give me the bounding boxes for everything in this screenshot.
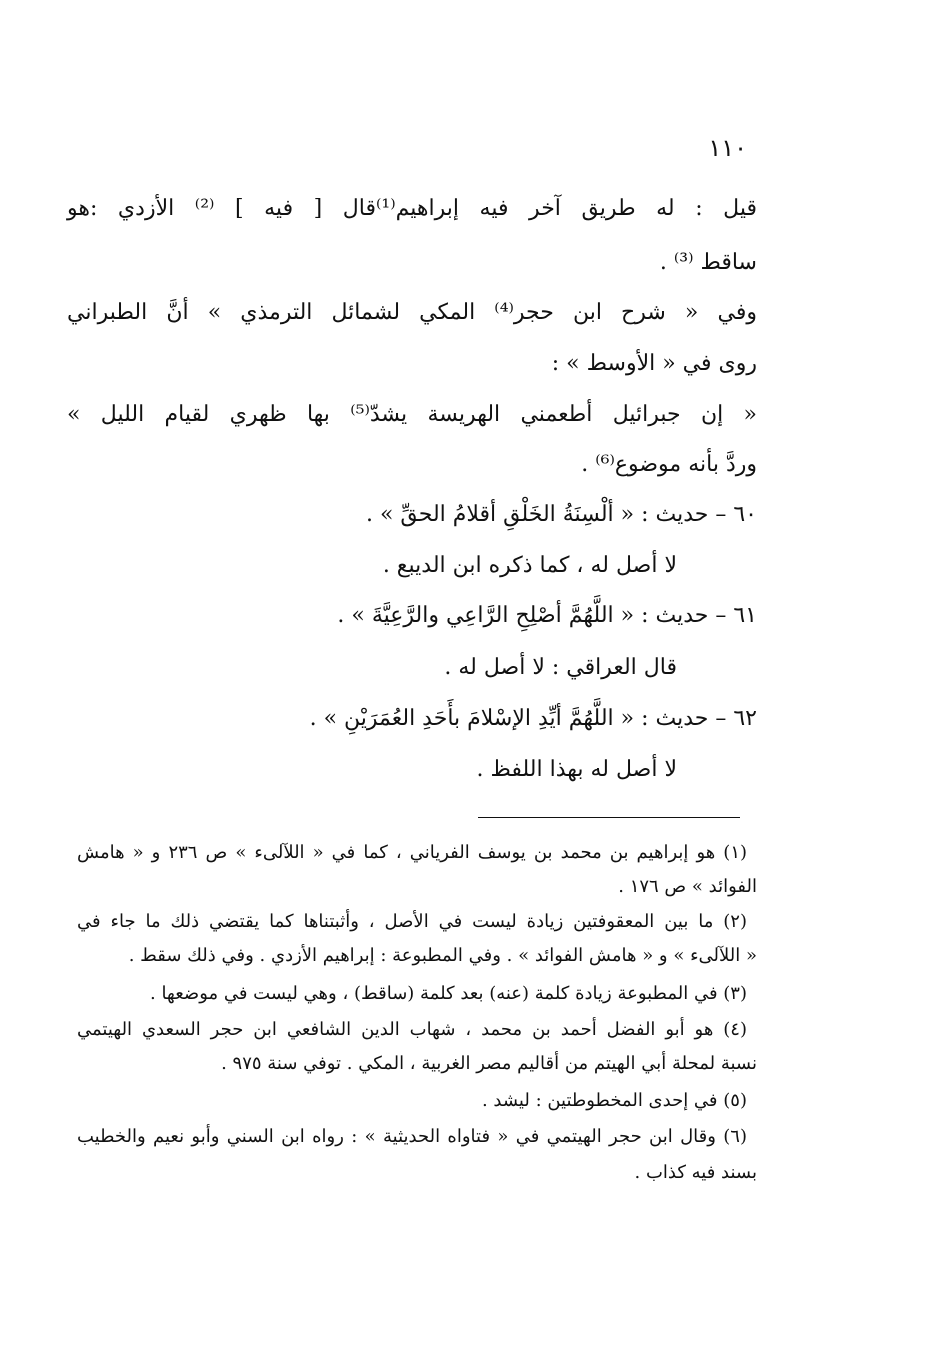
body-line: قال العراقي : لا أصل له . [444, 655, 677, 680]
quoted-hadith-line: « إن جبرائيل أطعمني الهريسة يشدّ⁽⁵⁾ بها ظهري لقيام الليل » [67, 402, 758, 427]
footnote-line: « اللآلىء » و « هامش الفوائد » . وفي المطبوعة : إبراهيم الأزدي . وفي ذلك سقط . [128, 945, 757, 966]
footnote-line: (٣) في المطبوعة زيادة كلمة (عنه) بعد كلمة (ساقط) ، وهي ليست في موضعها . [150, 983, 747, 1004]
footnote-line: (٢) ما بين المعقوفتين زيادة ليست في الأصل ، وأثبتناها كما يقتضي ذلك ما جاء في [77, 911, 747, 932]
body-line: روى في « الأوسط » : [551, 351, 757, 376]
footnote-separator [478, 817, 740, 818]
body-line: قيل : له طريق آخر فيه إبراهيم⁽¹⁾قال [ فيه ] ⁽²⁾ الأزدي :هو [67, 196, 757, 221]
page-number: ١١٠ [708, 134, 747, 162]
footnote-line: الفوائد » ص ١٧٦ . [618, 876, 757, 897]
body-line: وفي « شرح ابن حجر⁽⁴⁾ المكي لشمائل الترمذي » أنَّ الطبراني [67, 300, 757, 325]
footnote-line: بسند فيه كذاب . [634, 1162, 757, 1183]
footnote-line: (١) هو إبراهيم بن محمد بن يوسف الفرياني ، كما في « اللآلىء » ص ٢٣٦ و « هامش [77, 842, 748, 863]
footnote-line: (٤) هو أبو الفضل أحمد بن محمد ، شهاب الدين الشافعي ابن حجر السعدي الهيتمي [77, 1019, 747, 1040]
footnote-line: (٦) وقال ابن حجر الهيتمي في « فتاواه الحديثية » : رواه ابن السني وأبو نعيم والخطيب [77, 1126, 747, 1147]
body-line: ساقط ⁽³⁾ . [659, 250, 757, 275]
body-line: وردَّ بأنه موضوع⁽⁶⁾ . [581, 452, 757, 477]
footnote-line: نسبة لمحلة أبي الهيتم من أقاليم مصر الغربية ، المكي . توفي سنة ٩٧٥ . [221, 1053, 757, 1074]
footnote-line: (٥) في إحدى المخطوطتين : ليشد . [481, 1090, 747, 1111]
body-line: لا أصل له ، كما ذكره ابن الديبع . [382, 553, 677, 578]
hadith-heading-62: ٦٢ – حديث : « اللَّهُمَّ أيِّدِ الإسْلامَ بأَحَدِ العُمَرَيْنِ » . [309, 706, 757, 731]
body-line: لا أصل له بهذا اللفظ . [476, 757, 677, 782]
hadith-heading-60: ٦٠ – حديث : « ألْسِنَةُ الخَلْقِ أقلامُ الحقِّ » . [365, 502, 757, 527]
hadith-heading-61: ٦١ – حديث : « اللَّهُمَّ أصْلِحِ الرَّاعِي والرَّعِيَّةَ » . [337, 603, 757, 628]
